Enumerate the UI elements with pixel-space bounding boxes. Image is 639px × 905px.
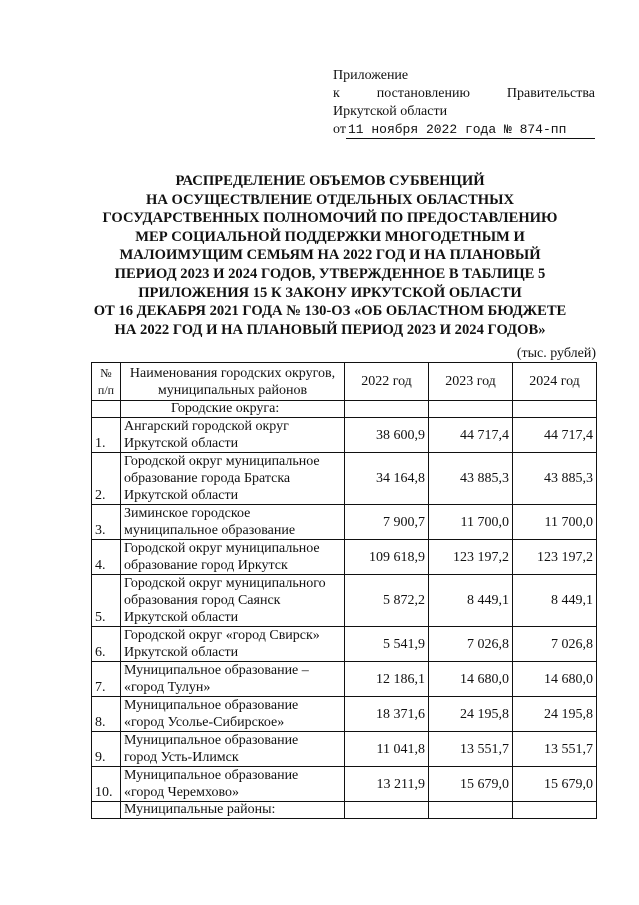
title-line: МАЛОИМУЩИМ СЕМЬЯМ НА 2022 ГОД И НА ПЛАНОВЫЙ bbox=[119, 247, 541, 264]
row-name-line: Зиминское городское bbox=[124, 506, 251, 521]
header-num bbox=[92, 363, 121, 401]
title-line: ОТ 16 ДЕКАБРЯ 2021 ГОДА № 130-ОЗ «ОБ ОБЛАСТНОМ БЮДЖЕТЕ bbox=[93, 303, 567, 320]
row-name bbox=[121, 575, 345, 627]
value-2024: 24 195,8 bbox=[513, 697, 597, 732]
row-name-line: образование города Братска bbox=[124, 471, 291, 486]
title-line: РАСПРЕДЕЛЕНИЕ ОБЪЕМОВ СУБВЕНЦИЙ bbox=[175, 173, 485, 189]
appendix-header bbox=[333, 67, 595, 139]
value-2022: 5 872,2 bbox=[345, 575, 429, 627]
value-2024: 13 551,7 bbox=[513, 732, 597, 767]
value-2023: 43 885,3 bbox=[429, 453, 513, 505]
value-2023: 14 680,0 bbox=[429, 662, 513, 697]
row-name bbox=[121, 767, 345, 802]
row-name-line: Ангарский городской округ bbox=[124, 419, 289, 434]
title-line: МЕР СОЦИАЛЬНОЙ ПОДДЕРЖКИ МНОГОДЕТНЫМ И bbox=[135, 228, 525, 245]
region-line: Иркутской области bbox=[333, 104, 448, 119]
row-number: 1. bbox=[92, 418, 121, 453]
value-2024: 43 885,3 bbox=[513, 453, 597, 505]
row-name-line: Иркутской области bbox=[124, 610, 239, 625]
from-word: от bbox=[333, 122, 346, 137]
table-row bbox=[92, 540, 597, 575]
value-2024: 7 026,8 bbox=[513, 627, 597, 662]
table-row bbox=[92, 627, 597, 662]
decree-line bbox=[333, 85, 595, 103]
appendix-label: Приложение bbox=[333, 68, 409, 83]
value-2023: 24 195,8 bbox=[429, 697, 513, 732]
row-name bbox=[121, 505, 345, 540]
row-name-line: «город Усолье-Сибирское» bbox=[124, 715, 285, 730]
group-label-districts: Муниципальные районы: bbox=[121, 802, 345, 819]
table-row bbox=[92, 732, 597, 767]
value-2022: 34 164,8 bbox=[345, 453, 429, 505]
row-name-line: муниципальное образование bbox=[124, 523, 296, 538]
subsidy-table bbox=[91, 362, 597, 819]
value-2022: 109 618,9 bbox=[345, 540, 429, 575]
value-2023: 123 197,2 bbox=[429, 540, 513, 575]
row-name-line: «город Тулун» bbox=[124, 680, 211, 695]
row-name-line: образования город Саянск bbox=[124, 593, 281, 608]
table-row bbox=[92, 697, 597, 732]
header-2022: 2022 год bbox=[345, 363, 429, 401]
row-name-line: «город Черемхово» bbox=[124, 785, 239, 800]
value-2024: 15 679,0 bbox=[513, 767, 597, 802]
row-name bbox=[121, 732, 345, 767]
value-2024: 44 717,4 bbox=[513, 418, 597, 453]
value-2024: 11 700,0 bbox=[513, 505, 597, 540]
header-2024: 2024 год bbox=[513, 363, 597, 401]
value-2022: 5 541,9 bbox=[345, 627, 429, 662]
row-name-line: Городской округ «город Свирск» bbox=[124, 628, 320, 643]
to-word: к bbox=[333, 86, 340, 101]
header-num-line: п/п bbox=[97, 382, 115, 397]
row-name-line: Иркутской области bbox=[124, 645, 239, 660]
row-name bbox=[121, 627, 345, 662]
row-number: 9. bbox=[92, 732, 121, 767]
row-name-line: Городской округ муниципальное bbox=[124, 541, 320, 556]
title-line: ГОСУДАРСТВЕННЫХ ПОЛНОМОЧИЙ ПО ПРЕДОСТАВЛЕНИЮ bbox=[102, 210, 558, 227]
group-label-urban: Городские округа: bbox=[121, 401, 345, 418]
group-row-urban bbox=[92, 401, 597, 418]
value-2024: 8 449,1 bbox=[513, 575, 597, 627]
row-name-line: Муниципальное образование bbox=[124, 733, 299, 748]
header-name-line: муниципальных районов bbox=[157, 382, 308, 398]
row-number: 5. bbox=[92, 575, 121, 627]
row-name bbox=[121, 662, 345, 697]
title-line: НА 2022 ГОД И НА ПЛАНОВЫЙ ПЕРИОД 2023 И 2024 ГОДОВ» bbox=[114, 321, 546, 338]
row-name bbox=[121, 418, 345, 453]
row-number: 2. bbox=[92, 453, 121, 505]
value-2023: 13 551,7 bbox=[429, 732, 513, 767]
units-label: (тыс. рублей) bbox=[516, 346, 596, 361]
row-name-line: Городской округ муниципального bbox=[124, 576, 326, 591]
header-2023: 2023 год bbox=[429, 363, 513, 401]
header-name bbox=[121, 363, 345, 401]
table-row bbox=[92, 505, 597, 540]
row-number: 6. bbox=[92, 627, 121, 662]
row-name-line: Муниципальное образование bbox=[124, 698, 299, 713]
header-name-line: Наименования городских округов, bbox=[129, 365, 336, 381]
table-row bbox=[92, 662, 597, 697]
value-2023: 44 717,4 bbox=[429, 418, 513, 453]
value-2022: 12 186,1 bbox=[345, 662, 429, 697]
value-2022: 38 600,9 bbox=[345, 418, 429, 453]
value-2022: 7 900,7 bbox=[345, 505, 429, 540]
header-num-line: № bbox=[100, 365, 112, 380]
table-header-row bbox=[92, 363, 597, 401]
value-2023: 8 449,1 bbox=[429, 575, 513, 627]
decree-date-number: 11 ноября 2022 года № 874-пп bbox=[346, 122, 595, 139]
row-name-line: город Усть-Илимск bbox=[124, 750, 239, 765]
value-2024: 123 197,2 bbox=[513, 540, 597, 575]
value-2022: 11 041,8 bbox=[345, 732, 429, 767]
decree-word: постановлению bbox=[376, 86, 470, 101]
row-number: 10. bbox=[92, 767, 121, 802]
row-name-line: образование город Иркутск bbox=[124, 558, 288, 573]
row-number: 8. bbox=[92, 697, 121, 732]
table-row bbox=[92, 453, 597, 505]
group-row-districts bbox=[92, 802, 597, 819]
row-name-line: Городской округ муниципальное bbox=[124, 454, 320, 469]
title-line: ПРИЛОЖЕНИЯ 15 К ЗАКОНУ ИРКУТСКОЙ ОБЛАСТИ bbox=[138, 284, 522, 301]
table-row bbox=[92, 767, 597, 802]
document-title bbox=[60, 172, 600, 339]
row-number: 7. bbox=[92, 662, 121, 697]
row-name bbox=[121, 697, 345, 732]
title-line: НА ОСУЩЕСТВЛЕНИЕ ОТДЕЛЬНЫХ ОБЛАСТНЫХ bbox=[146, 191, 514, 208]
table-row bbox=[92, 575, 597, 627]
table-row bbox=[92, 418, 597, 453]
row-name-line: Иркутской области bbox=[124, 436, 239, 451]
row-name-line: Муниципальное образование – bbox=[124, 663, 309, 678]
value-2023: 11 700,0 bbox=[429, 505, 513, 540]
government-word: Правительства bbox=[506, 86, 595, 101]
row-name-line: Иркутской области bbox=[124, 488, 239, 503]
row-name-line: Муниципальное образование bbox=[124, 768, 299, 783]
row-name bbox=[121, 540, 345, 575]
title-line: ПЕРИОД 2023 И 2024 ГОДОВ, УТВЕРЖДЕННОЕ В ТАБЛИЦЕ 5 bbox=[114, 265, 546, 282]
value-2023: 15 679,0 bbox=[429, 767, 513, 802]
decree-date-line bbox=[333, 121, 595, 139]
value-2023: 7 026,8 bbox=[429, 627, 513, 662]
value-2024: 14 680,0 bbox=[513, 662, 597, 697]
value-2022: 13 211,9 bbox=[345, 767, 429, 802]
row-name bbox=[121, 453, 345, 505]
row-number: 3. bbox=[92, 505, 121, 540]
value-2022: 18 371,6 bbox=[345, 697, 429, 732]
row-number: 4. bbox=[92, 540, 121, 575]
